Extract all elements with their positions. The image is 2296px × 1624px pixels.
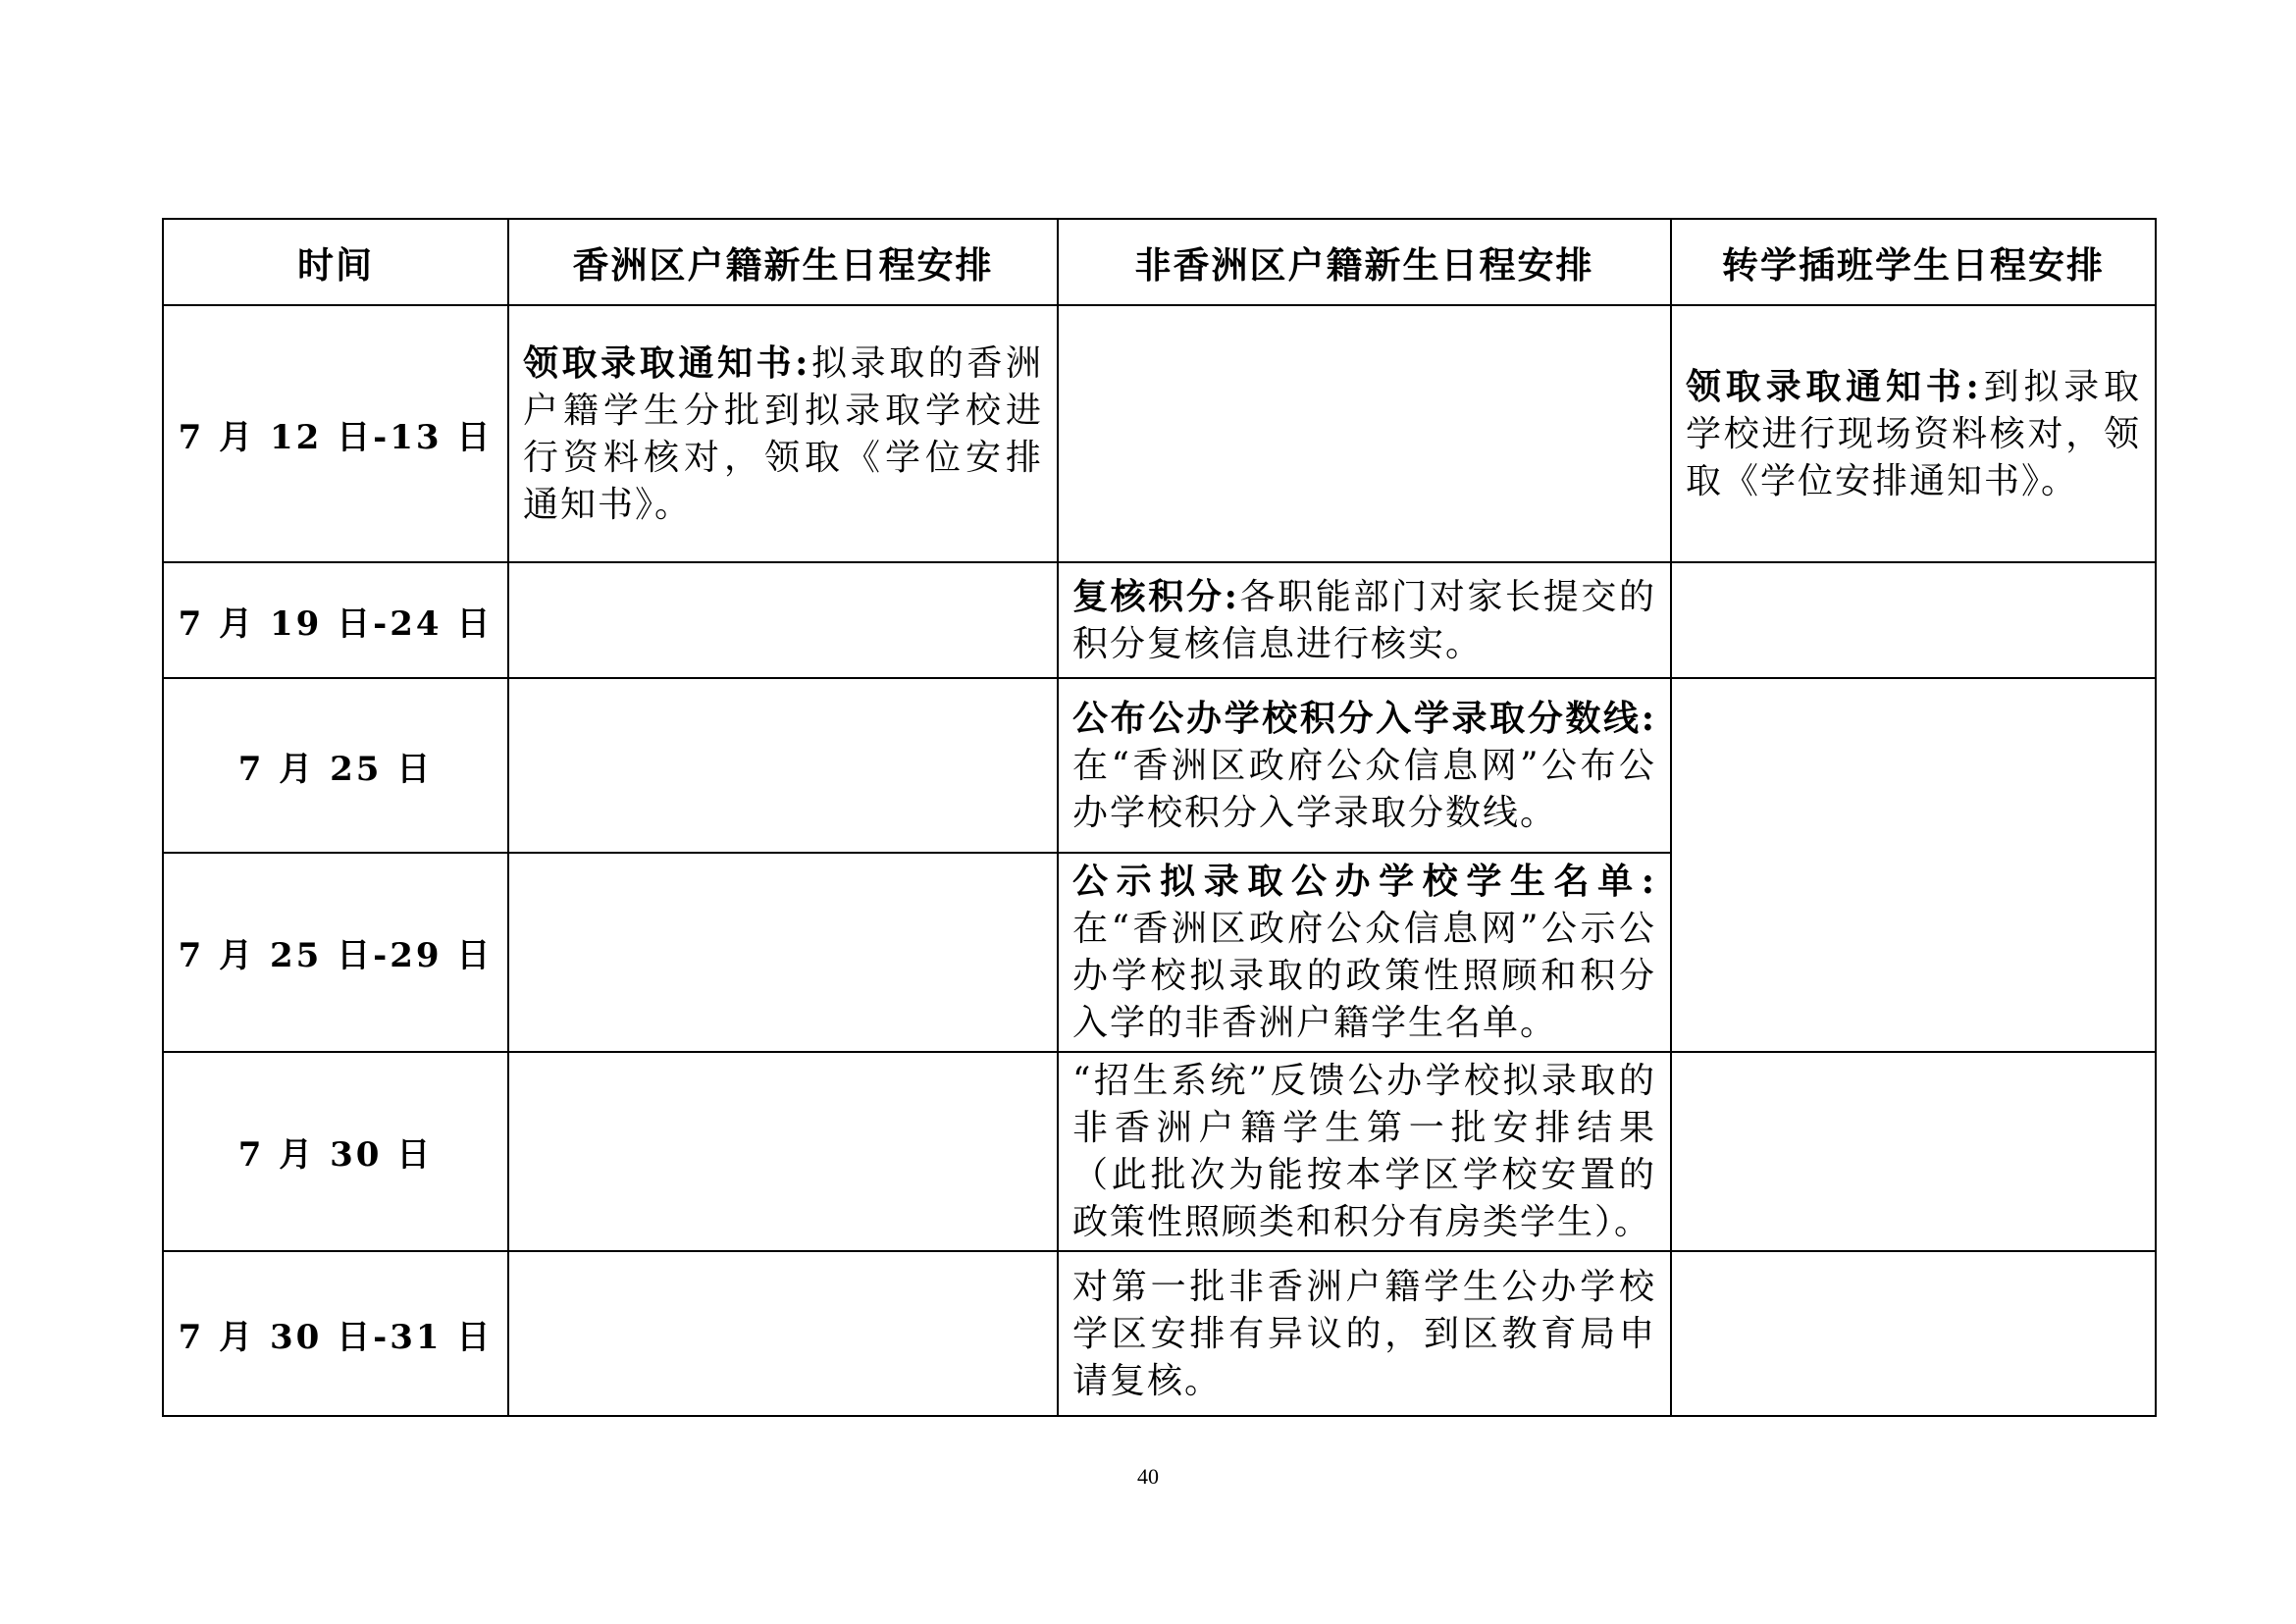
cell-text: 拟录取的香洲户籍学生分批到拟录取学校进行资料核对，领取《学位安排通知书》。 [523,342,1043,525]
time-cell: 7 月 25 日-29 日 [163,853,508,1052]
cell-text: 在“香洲区政府公众信息网”公布公办学校积分入学录取分数线。 [1072,745,1656,833]
schedule-table [162,218,2157,1417]
header-nonlocal: 非香洲区户籍新生日程安排 [1058,219,1671,305]
time-cell: 7 月 19 日-24 日 [163,562,508,678]
cell-text: “招生系统”反馈公办学校拟录取的非香洲户籍学生第一批安排结果（此批次为能按本学区学校安置的政策性照顾类和积分有房类学生）。 [1072,1061,1656,1242]
nonlocal-cell [1058,853,1671,1052]
cell-lead: 领取录取通知书: [523,341,810,384]
header-local: 香洲区户籍新生日程安排 [508,219,1058,305]
cell-text: 到拟录取学校进行现场资料核对，领取《学位安排通知书》。 [1686,366,2141,501]
page-number: 40 [1137,1464,1159,1489]
cell-lead: 公示拟录取公办学校学生名单: [1072,861,1656,902]
time-cell: 7 月 30 日 [163,1052,508,1251]
time-cell: 7 月 12 日-13 日 [163,305,508,562]
nonlocal-cell [1058,305,1671,562]
header-time: 时间 [163,219,508,305]
local-cell [508,305,1058,562]
header-transfer: 转学插班学生日程安排 [1671,219,2156,305]
cell-lead: 公布公办学校积分入学录取分数线: [1072,697,1656,739]
transfer-cell [1671,678,2156,1052]
cell-lead: 领取录取通知书: [1686,365,1981,407]
local-cell [508,562,1058,678]
table-row [163,305,2156,562]
nonlocal-cell [1058,1052,1671,1251]
nonlocal-cell [1058,1251,1671,1416]
local-cell [508,1251,1058,1416]
local-cell [508,678,1058,853]
time-cell: 7 月 25 日 [163,678,508,853]
transfer-cell [1671,305,2156,562]
table-row [163,1052,2156,1251]
header-row [163,219,2156,305]
cell-text: 各职能部门对家长提交的积分复核信息进行核实。 [1072,576,1656,664]
transfer-cell [1671,562,2156,678]
local-cell [508,1052,1058,1251]
table-row [163,562,2156,678]
table-row [163,1251,2156,1416]
cell-text: 对第一批非香洲户籍学生公办学校学区安排有异议的，到区教育局申请复核。 [1072,1266,1656,1401]
transfer-cell [1671,1052,2156,1251]
table-row [163,678,2156,853]
nonlocal-cell [1058,678,1671,853]
nonlocal-cell [1058,562,1671,678]
cell-text: 在“香洲区政府公众信息网”公示公办学校拟录取的政策性照顾和积分入学的非香洲户籍学生名单。 [1072,909,1656,1043]
local-cell [508,853,1058,1052]
time-cell: 7 月 30 日-31 日 [163,1251,508,1416]
transfer-cell [1671,1251,2156,1416]
cell-lead: 复核积分: [1072,575,1239,617]
